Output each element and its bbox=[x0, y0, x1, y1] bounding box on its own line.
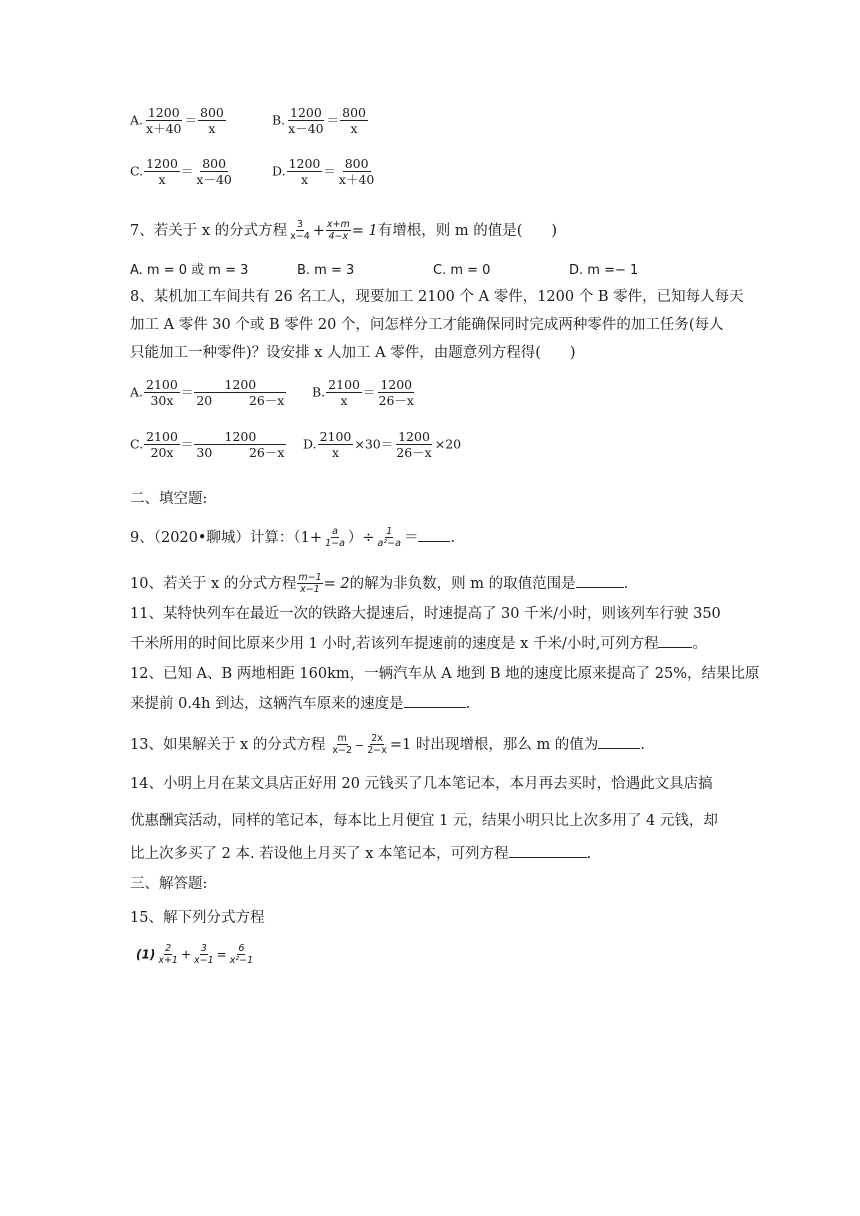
q6-option-b[interactable]: B. $\frac{1200}{x-40}$ ＝ $\frac{800}{x}$ bbox=[272, 105, 367, 137]
question-9: 9、（2020•聊城）计算：（1+ $\frac{a}{1-a}$ ）÷ $\frac{1}{\text{a²−a}}$ ＝ . bbox=[130, 526, 456, 549]
fraction: $\frac{1200}{26-x}$ bbox=[396, 429, 432, 461]
answer-blank[interactable] bbox=[404, 693, 466, 708]
q8-option-d[interactable]: D. $\frac{2100}{x}$ ×30＝ $\frac{1200}{26-x}$ ×20 bbox=[303, 429, 462, 461]
question-8-line-1: 8、某机加工车间共有 26 名工人，现要加工 2100 个 A 零件，1200 个 B 零件，已知每人每天 bbox=[130, 289, 744, 305]
q7-option-c[interactable]: C. m = 0 bbox=[433, 263, 491, 278]
question-15-title: 15、解下列分式方程 bbox=[130, 910, 265, 926]
question-10: 10、若关于 x 的分式方程 $\frac{m-1}{x-1}$ = 2的解为非负数，则 m 的取值范围是 . bbox=[130, 572, 629, 595]
fraction: 1200 20 26－x bbox=[196, 377, 285, 409]
option-label: C. bbox=[130, 436, 144, 452]
q7-option-d[interactable]: D. m =− 1 bbox=[569, 263, 639, 278]
fraction: $\frac{6}{\text{x²−1}}$ bbox=[229, 943, 254, 966]
q8-option-a[interactable]: A. $\frac{2100}{30x}$ ＝ 1200 20 26－x bbox=[130, 377, 285, 409]
question-12-line-1: 12、已知 A、B 两地相距 160km，一辆汽车从 A 地到 B 地的速度比原来提高了 25%，结果比原 bbox=[130, 666, 760, 682]
fraction: $\frac{a}{1-a}$ bbox=[325, 526, 345, 549]
option-label: D. bbox=[272, 163, 286, 179]
question-15-part-1: (1) $\frac{2}{x+1}$ + $\frac{3}{x-1}$ = $\frac{6}{\text{x²−1}}$ bbox=[136, 943, 254, 966]
question-11-line-2: 千米所用的时间比原来少用 1 小时,若该列车提速前的速度是 x 千米/小时,可列方程 。 bbox=[130, 633, 707, 654]
question-14-line-1: 14、小明上月在某文具店正好用 20 元钱买了几本笔记本，本月再去买时，恰遇此文具店搞 bbox=[130, 776, 713, 792]
question-8-line-2: 加工 A 零件 30 个或 B 零件 20 个，问怎样分工才能确保同时完成两种零件的加工任务(每人 bbox=[130, 317, 724, 333]
q7-option-b[interactable]: B. m = 3 bbox=[297, 263, 355, 278]
option-label: B. bbox=[272, 112, 286, 128]
question-14-line-3: 比上次多买了 2 本. 若设他上月买了 x 本笔记本，可列方程 . bbox=[130, 843, 591, 864]
fraction: $\frac{1200}{x+40}$ bbox=[146, 105, 182, 137]
fraction: $\frac{2100}{x}$ bbox=[319, 429, 352, 461]
q6-option-c[interactable]: C. $\frac{1200}{x}$ ＝ $\frac{800}{x-40}$ bbox=[130, 156, 232, 188]
question-13: 13、如果解关于 x 的分式方程 $\frac{m}{x-2}$ − $\frac{2x}{2-x}$ =1 时出现增根，那么 m 的值为 . bbox=[130, 733, 645, 756]
option-label: A. bbox=[130, 112, 144, 128]
fraction: $\frac{1200}{x}$ bbox=[288, 156, 321, 188]
option-label: A. bbox=[130, 384, 144, 400]
fraction: $\frac{1200}{x-40}$ bbox=[288, 105, 324, 137]
fraction: $\frac{3}{x-1}$ bbox=[194, 943, 214, 966]
option-label: B. bbox=[312, 384, 326, 400]
fraction: 1200 30 26－x bbox=[196, 429, 285, 461]
fraction: $\frac{1200}{x}$ bbox=[146, 156, 178, 188]
q6-option-a[interactable]: A. $\frac{1200}{x+40}$ ＝ $\frac{800}{x}$ bbox=[130, 105, 224, 137]
section-3-heading: 三、解答题: bbox=[130, 876, 208, 892]
fraction: $\frac{m}{x-2}$ bbox=[332, 733, 352, 756]
q8-option-b[interactable]: B. $\frac{2100}{x}$ ＝ $\frac{1200}{26-x}$ bbox=[312, 377, 414, 409]
fraction: $\frac{m-1}{x-1}$ bbox=[298, 572, 322, 595]
fraction: $\frac{3}{x-4}$ bbox=[290, 219, 310, 242]
option-label: C. bbox=[130, 163, 144, 179]
option-label: D. bbox=[303, 436, 317, 452]
question-12-line-2: 来提前 0.4h 到达，这辆汽车原来的速度是 . bbox=[130, 693, 470, 714]
fraction: $\frac{2}{x+1}$ bbox=[158, 943, 178, 966]
fraction: $\frac{x+m}{4-x}$ bbox=[326, 219, 350, 242]
question-11-line-1: 11、某特快列车在最近一次的铁路大提速后，时速提高了 30 千米/小时，则该列车行驶 350 bbox=[130, 606, 721, 622]
fraction: $\frac{1}{\text{a²−a}}$ bbox=[377, 526, 401, 549]
answer-blank[interactable] bbox=[576, 573, 624, 588]
fraction: $\frac{1200}{26-x}$ bbox=[378, 377, 414, 409]
fraction: $\frac{2100}{30x}$ bbox=[146, 377, 178, 409]
answer-blank[interactable] bbox=[509, 843, 587, 858]
question-7: 7、若关于 x 的分式方程 $\frac{3}{x-4}$ + $\frac{x+m}{4-x}$ = 1有增根，则 m 的值是( ) bbox=[130, 219, 558, 242]
fraction: $\frac{2100}{x}$ bbox=[328, 377, 360, 409]
answer-blank[interactable] bbox=[658, 633, 692, 648]
fraction: $\frac{800}{x+40}$ bbox=[338, 156, 375, 188]
answer-blank[interactable] bbox=[418, 527, 450, 542]
q6-option-d[interactable]: D. $\frac{1200}{x}$ ＝ $\frac{800}{x+40}$ bbox=[272, 156, 375, 188]
q8-option-c[interactable]: C. $\frac{2100}{20x}$ ＝ 1200 30 26－x bbox=[130, 429, 285, 461]
fraction: $\frac{800}{x-40}$ bbox=[196, 156, 232, 188]
section-2-heading: 二、填空题: bbox=[130, 491, 208, 507]
q7-option-a[interactable]: A. m = 0 或 m = 3 bbox=[130, 263, 249, 278]
fraction: $\frac{800}{x}$ bbox=[200, 105, 224, 137]
question-8-line-3: 只能加工一种零件)？设安排 x 人加工 A 零件，由题意列方程得( ) bbox=[130, 345, 576, 361]
fraction: $\frac{2x}{2-x}$ bbox=[367, 733, 387, 756]
answer-blank[interactable] bbox=[598, 734, 640, 749]
fraction: $\frac{2100}{20x}$ bbox=[146, 429, 178, 461]
question-14-line-2: 优惠酬宾活动，同样的笔记本，每本比上月便宜 1 元，结果小明只比上次多用了 4 元钱，却 bbox=[130, 813, 718, 829]
fraction: $\frac{800}{x}$ bbox=[342, 105, 367, 137]
